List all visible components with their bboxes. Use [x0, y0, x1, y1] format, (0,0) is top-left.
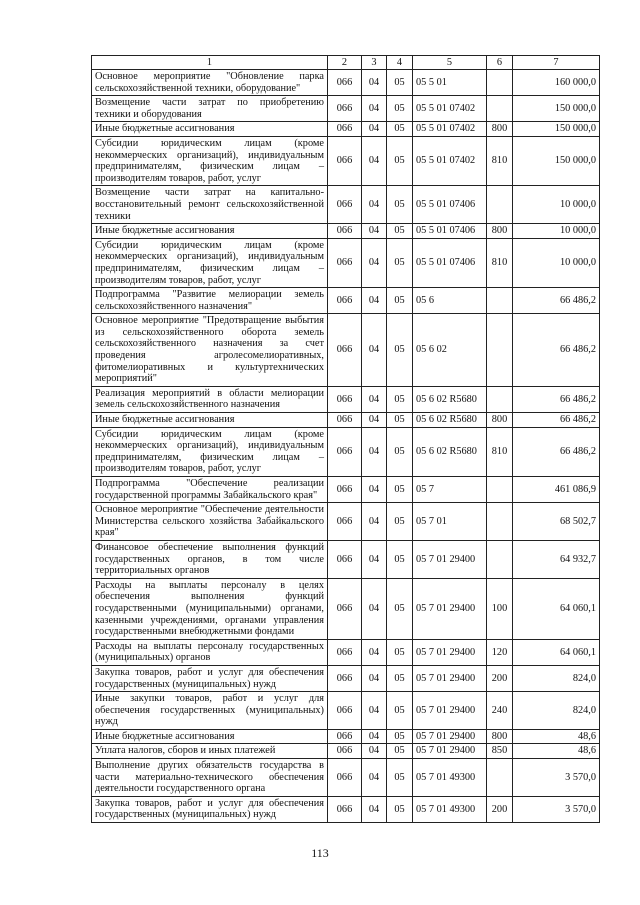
amount-cell: 150 000,0: [513, 96, 600, 122]
section-code-cell: 04: [362, 70, 387, 96]
row-name-cell: Реализация мероприятий в области мелиорации земель сельскохозяйственного назначения: [92, 386, 328, 412]
table-row: [92, 578, 600, 639]
table-row: [92, 759, 600, 797]
section-code-cell: 04: [362, 427, 387, 476]
amount-cell: 150 000,0: [513, 122, 600, 137]
expense-type-cell: [487, 540, 513, 578]
table-row: [92, 744, 600, 759]
row-name-cell: Возмещение части затрат по приобретению техники и оборудования: [92, 96, 328, 122]
subsection-code-cell: 05: [387, 136, 413, 185]
ministry-code-cell: 066: [328, 729, 362, 744]
table-row: [92, 288, 600, 314]
header-cell: 1: [92, 56, 328, 70]
ministry-code-cell: 066: [328, 540, 362, 578]
subsection-code-cell: 05: [387, 386, 413, 412]
amount-cell: 160 000,0: [513, 70, 600, 96]
amount-cell: 66 486,2: [513, 314, 600, 387]
amount-cell: 66 486,2: [513, 386, 600, 412]
expense-type-cell: 810: [487, 427, 513, 476]
section-code-cell: 04: [362, 796, 387, 822]
section-code-cell: 04: [362, 540, 387, 578]
row-name-cell: Иные закупки товаров, работ и услуг для обеспечения государственных (муниципальных) нужд: [92, 692, 328, 730]
amount-cell: 48,6: [513, 744, 600, 759]
expense-type-cell: 800: [487, 224, 513, 239]
table-row: [92, 692, 600, 730]
row-name-cell: Расходы на выплаты персоналу государственных (муниципальных) органов: [92, 639, 328, 665]
section-code-cell: 04: [362, 692, 387, 730]
table-row: [92, 96, 600, 122]
amount-cell: 461 086,9: [513, 477, 600, 503]
section-code-cell: 04: [362, 759, 387, 797]
expense-type-cell: 120: [487, 639, 513, 665]
row-name-cell: Субсидии юридическим лицам (кроме некоммерческих организаций), индивидуальным предпринимателям, физическим лицам – производителям товаров, работ, услуг: [92, 238, 328, 287]
target-article-cell: 05 7 01 29400: [413, 692, 487, 730]
table-row: [92, 796, 600, 822]
section-code-cell: 04: [362, 413, 387, 428]
section-code-cell: 04: [362, 744, 387, 759]
expense-type-cell: 800: [487, 122, 513, 137]
expense-type-cell: [487, 70, 513, 96]
amount-cell: 66 486,2: [513, 427, 600, 476]
target-article-cell: 05 7 01 49300: [413, 796, 487, 822]
subsection-code-cell: 05: [387, 578, 413, 639]
target-article-cell: 05 5 01 07406: [413, 238, 487, 287]
subsection-code-cell: 05: [387, 744, 413, 759]
header-cell: 4: [387, 56, 413, 70]
ministry-code-cell: 066: [328, 427, 362, 476]
expense-type-cell: 200: [487, 665, 513, 691]
target-article-cell: 05 6 02 R5680: [413, 386, 487, 412]
header-cell: 7: [513, 56, 600, 70]
table-row: [92, 136, 600, 185]
table-row: [92, 477, 600, 503]
section-code-cell: 04: [362, 122, 387, 137]
row-name-cell: Расходы на выплаты персоналу в целях обеспечения выполнения функций государственными (муниципальными) органами, казенными учреждениями, органами управления государственными внебюджетными фондами: [92, 578, 328, 639]
subsection-code-cell: 05: [387, 122, 413, 137]
target-article-cell: 05 7 01 29400: [413, 744, 487, 759]
expense-type-cell: [487, 386, 513, 412]
subsection-code-cell: 05: [387, 314, 413, 387]
row-name-cell: Уплата налогов, сборов и иных платежей: [92, 744, 328, 759]
target-article-cell: 05 5 01 07402: [413, 136, 487, 185]
target-article-cell: 05 7 01 49300: [413, 759, 487, 797]
target-article-cell: 05 7: [413, 477, 487, 503]
expense-type-cell: 800: [487, 729, 513, 744]
amount-cell: 66 486,2: [513, 413, 600, 428]
amount-cell: 48,6: [513, 729, 600, 744]
section-code-cell: 04: [362, 314, 387, 387]
target-article-cell: 05 6 02 R5680: [413, 413, 487, 428]
amount-cell: 3 570,0: [513, 796, 600, 822]
subsection-code-cell: 05: [387, 96, 413, 122]
section-code-cell: 04: [362, 238, 387, 287]
expense-type-cell: 810: [487, 136, 513, 185]
target-article-cell: 05 7 01 29400: [413, 665, 487, 691]
table-row: [92, 314, 600, 387]
expense-type-cell: [487, 288, 513, 314]
target-article-cell: 05 5 01 07406: [413, 186, 487, 224]
header-cell: 2: [328, 56, 362, 70]
expense-type-cell: 200: [487, 796, 513, 822]
row-name-cell: Субсидии юридическим лицам (кроме некоммерческих организаций), индивидуальным предпринимателям, физическим лицам – производителям товаров, работ, услуг: [92, 136, 328, 185]
subsection-code-cell: 05: [387, 665, 413, 691]
expense-type-cell: [487, 186, 513, 224]
budget-table: [91, 55, 600, 823]
target-article-cell: 05 7 01 29400: [413, 729, 487, 744]
ministry-code-cell: 066: [328, 136, 362, 185]
section-code-cell: 04: [362, 288, 387, 314]
section-code-cell: 04: [362, 224, 387, 239]
row-name-cell: Закупка товаров, работ и услуг для обеспечения государственных (муниципальных) нужд: [92, 665, 328, 691]
target-article-cell: 05 7 01: [413, 503, 487, 541]
page-number: 113: [311, 846, 329, 860]
amount-cell: 64 932,7: [513, 540, 600, 578]
expense-type-cell: [487, 759, 513, 797]
row-name-cell: Финансовое обеспечение выполнения функций государственных органов, в том числе территориальных органов: [92, 540, 328, 578]
expense-type-cell: 800: [487, 413, 513, 428]
ministry-code-cell: 066: [328, 122, 362, 137]
ministry-code-cell: 066: [328, 386, 362, 412]
table-row: [92, 665, 600, 691]
subsection-code-cell: 05: [387, 477, 413, 503]
expense-type-cell: 810: [487, 238, 513, 287]
section-code-cell: 04: [362, 386, 387, 412]
target-article-cell: 05 5 01 07402: [413, 96, 487, 122]
ministry-code-cell: 066: [328, 186, 362, 224]
subsection-code-cell: 05: [387, 503, 413, 541]
table-row: [92, 639, 600, 665]
amount-cell: 824,0: [513, 692, 600, 730]
target-article-cell: 05 6: [413, 288, 487, 314]
target-article-cell: 05 7 01 29400: [413, 540, 487, 578]
amount-cell: 10 000,0: [513, 238, 600, 287]
subsection-code-cell: 05: [387, 540, 413, 578]
amount-cell: 68 502,7: [513, 503, 600, 541]
ministry-code-cell: 066: [328, 314, 362, 387]
section-code-cell: 04: [362, 665, 387, 691]
subsection-code-cell: 05: [387, 796, 413, 822]
ministry-code-cell: 066: [328, 503, 362, 541]
ministry-code-cell: 066: [328, 477, 362, 503]
ministry-code-cell: 066: [328, 744, 362, 759]
amount-cell: 64 060,1: [513, 639, 600, 665]
section-code-cell: 04: [362, 136, 387, 185]
table-row: [92, 427, 600, 476]
section-code-cell: 04: [362, 477, 387, 503]
table-row: [92, 540, 600, 578]
table-row: [92, 122, 600, 137]
row-name-cell: Иные бюджетные ассигнования: [92, 413, 328, 428]
expense-type-cell: [487, 503, 513, 541]
row-name-cell: Основное мероприятие "Предотвращение выбытия из сельскохозяйственного оборота земель сельскохозяйственного назначения за счет проведения агролесомелиоративных, фитомелиоративных и культуртехнических мероприятий": [92, 314, 328, 387]
table-row: [92, 413, 600, 428]
target-article-cell: 05 7 01 29400: [413, 578, 487, 639]
header-cell: 3: [362, 56, 387, 70]
table-row: [92, 238, 600, 287]
table-row: [92, 386, 600, 412]
section-code-cell: 04: [362, 186, 387, 224]
subsection-code-cell: 05: [387, 186, 413, 224]
target-article-cell: 05 5 01 07406: [413, 224, 487, 239]
section-code-cell: 04: [362, 96, 387, 122]
row-name-cell: Закупка товаров, работ и услуг для обеспечения государственных (муниципальных) нужд: [92, 796, 328, 822]
expense-type-cell: [487, 477, 513, 503]
header-cell: 5: [413, 56, 487, 70]
subsection-code-cell: 05: [387, 639, 413, 665]
section-code-cell: 04: [362, 503, 387, 541]
subsection-code-cell: 05: [387, 759, 413, 797]
row-name-cell: Основное мероприятие "Обеспечение деятельности Министерства сельского хозяйства Забайкальского края": [92, 503, 328, 541]
section-code-cell: 04: [362, 639, 387, 665]
amount-cell: 66 486,2: [513, 288, 600, 314]
table-header-row: [92, 56, 600, 70]
subsection-code-cell: 05: [387, 692, 413, 730]
amount-cell: 824,0: [513, 665, 600, 691]
ministry-code-cell: 066: [328, 238, 362, 287]
ministry-code-cell: 066: [328, 224, 362, 239]
subsection-code-cell: 05: [387, 427, 413, 476]
amount-cell: 10 000,0: [513, 186, 600, 224]
expense-type-cell: [487, 96, 513, 122]
row-name-cell: Выполнение других обязательств государства в части материально-технического обеспечения деятельности государственного органа: [92, 759, 328, 797]
ministry-code-cell: 066: [328, 578, 362, 639]
ministry-code-cell: 066: [328, 288, 362, 314]
row-name-cell: Основное мероприятие "Обновление парка сельскохозяйственной техники, оборудование": [92, 70, 328, 96]
subsection-code-cell: 05: [387, 729, 413, 744]
row-name-cell: Субсидии юридическим лицам (кроме некоммерческих организаций), индивидуальным предпринимателям, физическим лицам – производителям товаров, работ, услуг: [92, 427, 328, 476]
ministry-code-cell: 066: [328, 639, 362, 665]
target-article-cell: 05 6 02 R5680: [413, 427, 487, 476]
subsection-code-cell: 05: [387, 288, 413, 314]
ministry-code-cell: 066: [328, 413, 362, 428]
expense-type-cell: 240: [487, 692, 513, 730]
subsection-code-cell: 05: [387, 70, 413, 96]
amount-cell: 150 000,0: [513, 136, 600, 185]
table-row: [92, 503, 600, 541]
ministry-code-cell: 066: [328, 796, 362, 822]
target-article-cell: 05 6 02: [413, 314, 487, 387]
amount-cell: 3 570,0: [513, 759, 600, 797]
target-article-cell: 05 7 01 29400: [413, 639, 487, 665]
ministry-code-cell: 066: [328, 96, 362, 122]
amount-cell: 64 060,1: [513, 578, 600, 639]
section-code-cell: 04: [362, 729, 387, 744]
row-name-cell: Иные бюджетные ассигнования: [92, 122, 328, 137]
row-name-cell: Иные бюджетные ассигнования: [92, 729, 328, 744]
row-name-cell: Подпрограмма "Обеспечение реализации государственной программы Забайкальского края": [92, 477, 328, 503]
subsection-code-cell: 05: [387, 413, 413, 428]
table-row: [92, 729, 600, 744]
ministry-code-cell: 066: [328, 70, 362, 96]
section-code-cell: 04: [362, 578, 387, 639]
subsection-code-cell: 05: [387, 224, 413, 239]
ministry-code-cell: 066: [328, 692, 362, 730]
row-name-cell: Иные бюджетные ассигнования: [92, 224, 328, 239]
target-article-cell: 05 5 01: [413, 70, 487, 96]
ministry-code-cell: 066: [328, 665, 362, 691]
table-row: [92, 186, 600, 224]
header-cell: 6: [487, 56, 513, 70]
expense-type-cell: [487, 314, 513, 387]
target-article-cell: 05 5 01 07402: [413, 122, 487, 137]
expense-type-cell: 100: [487, 578, 513, 639]
table-row: [92, 70, 600, 96]
table-row: [92, 224, 600, 239]
expense-type-cell: 850: [487, 744, 513, 759]
subsection-code-cell: 05: [387, 238, 413, 287]
amount-cell: 10 000,0: [513, 224, 600, 239]
ministry-code-cell: 066: [328, 759, 362, 797]
row-name-cell: Подпрограмма "Развитие мелиорации земель сельскохозяйственного назначения": [92, 288, 328, 314]
row-name-cell: Возмещение части затрат на капитально-восстановительный ремонт сельскохозяйственной техники: [92, 186, 328, 224]
